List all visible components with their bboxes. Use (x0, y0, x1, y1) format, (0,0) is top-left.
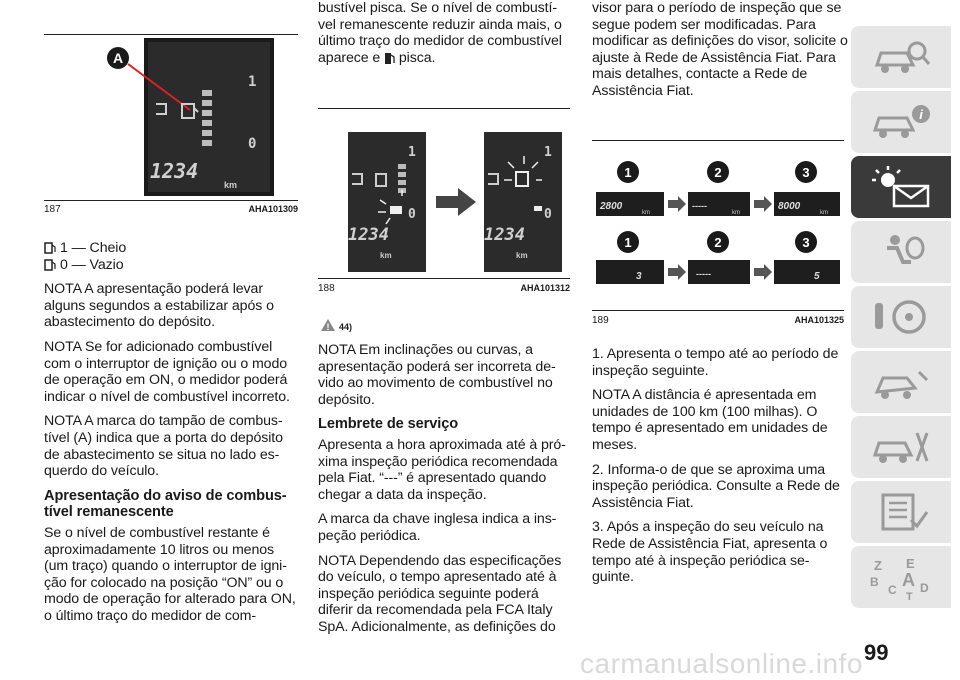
figure-number: 187 (44, 204, 61, 215)
warning-ref-number: 44) (339, 322, 353, 332)
car-crash-icon (869, 362, 933, 402)
warning-triangle-icon (320, 318, 336, 332)
svg-text:km: km (380, 251, 392, 260)
svg-text:Z: Z (874, 558, 882, 573)
svg-text:-----: ----- (696, 269, 711, 279)
step-1: 1. Apresenta o tempo até ao período de inspeção seguinte. (592, 346, 839, 379)
label-a: A (112, 50, 124, 66)
sidebar-tab-specifications[interactable] (851, 481, 951, 543)
figure-189 (592, 146, 844, 308)
svg-text:0: 0 (544, 207, 552, 222)
note-slopes: NOTA Em inclinações ou curvas, a apresentação poderá ser incorreta de-vido ao movimento de combustível no depósito. (318, 342, 556, 408)
svg-text:C: C (888, 583, 897, 597)
para-display-settings: visor para o período de inspeção que se segue podem ser modificadas. Para modificar as definições do visor, solicite o ajuste à Rede de Assistência Fiat. Para mais detalhes, contacte a Rede de Assistência Fiat. (592, 0, 848, 99)
para-fuel-blink: bustível pisca. Se o nível de combustí-vel remanescente reduzir ainda mais, o último traço do medidor de combustível aparece e pisca. (318, 0, 562, 66)
svg-text:3: 3 (802, 235, 810, 250)
top-rule-189 (592, 140, 844, 141)
key-steering-wheel-icon (869, 297, 933, 337)
fuel-pump-icon (384, 51, 395, 65)
svg-text:3: 3 (636, 271, 642, 282)
svg-text:2: 2 (714, 165, 722, 180)
column-2-text-top (318, 0, 572, 74)
sidebar-tab-maintenance[interactable] (851, 416, 951, 478)
para-service-time: Apresenta a hora aproximada até à pró-xima inspeção periódica recomendada pela Fiat. “---” é apresentado quando chegar a data da inspeção. (318, 436, 566, 503)
warning-reference (320, 318, 352, 332)
step-2: 2. Informa-o de que se aproxima uma inspeção periódica. Consulte a Rede de Assistência Fiat. (592, 461, 840, 511)
svg-text:B: B (870, 575, 879, 589)
caption-187 (44, 204, 298, 215)
heading-service-reminder: Lembrete de serviço (318, 416, 459, 433)
top-rule-188 (318, 108, 570, 109)
note-units: NOTA A distância é apresentada em unidades de 100 km (100 milhas). O tempo é apresentado em unidades de meses. (592, 387, 828, 453)
step-markers-row2 (617, 231, 817, 253)
figure-number: 189 (592, 315, 609, 326)
display-row1 (596, 192, 840, 216)
sidebar-tab-starting[interactable] (851, 286, 951, 348)
note-fuel-door: NOTA A marca do tampão de combus-tível (A) indica que a porta do depósito de abastecimento se situa no lado es-querdo do veículo. (44, 413, 283, 480)
sidebar-tab-info[interactable] (851, 91, 951, 153)
fuel-gauge-illustration (44, 38, 298, 198)
svg-text:1234: 1234 (348, 225, 389, 245)
transition-arrow (436, 188, 476, 216)
column-3-text-top (592, 0, 848, 108)
step-markers-row1 (617, 161, 817, 183)
column-2-text (318, 342, 574, 644)
svg-text:km: km (516, 251, 528, 260)
fuel-pump-icon (44, 242, 56, 254)
note-ignition: NOTA Se for adicionado combustível com o interruptor de ignição ou o modo de operação em ON, o medidor poderá indicar o nível de combustível incorreto. (44, 338, 290, 405)
svg-text:0: 0 (408, 207, 416, 222)
svg-text:2800: 2800 (600, 201, 623, 212)
note-specifications: NOTA Dependendo das especificações do veículo, o tempo apresentado até à inspeção periódica seguinte poderá diferir da recomendada pela FCA Italy SpA. Adicionalmente, as definições do (318, 552, 562, 635)
step-3: 3. Após a inspeção do seu veículo na Rede de Assistência Fiat, apresenta o tempo até à inspeção periódica se-guinte. (592, 519, 828, 586)
figure-code: AHA101309 (248, 204, 298, 214)
alphabet-index-icon (866, 554, 936, 600)
figure-code: AHA101312 (520, 283, 570, 293)
fuel-gauge-blink-illustration (318, 112, 570, 276)
svg-text:!: ! (326, 322, 330, 332)
svg-text:1: 1 (624, 235, 632, 250)
svg-text:5: 5 (814, 271, 820, 282)
svg-text:1234: 1234 (484, 225, 525, 245)
caption-rule-189 (592, 310, 844, 311)
heading-fuel-warning: Apresentação do aviso de combus-tível remanescente (44, 487, 287, 521)
car-search-icon (869, 37, 933, 77)
chapter-sidebar (851, 26, 960, 611)
para-wrench-mark: A marca da chave inglesa indica a ins-peção periódica. (318, 511, 557, 544)
svg-text:2: 2 (714, 235, 722, 250)
caption-rule-188 (318, 278, 570, 279)
svg-text:3: 3 (802, 165, 810, 180)
svg-text:1: 1 (624, 165, 632, 180)
svg-text:E: E (906, 556, 915, 571)
airbag-person-icon (869, 232, 933, 272)
svg-text:km: km (820, 210, 828, 216)
display-row2 (596, 260, 840, 284)
gauge-legend-full: 1 — Cheio (44, 240, 300, 257)
svg-text:A: A (902, 570, 915, 590)
fuel-pump-icon (44, 259, 56, 271)
top-rule-col1 (44, 34, 298, 35)
sidebar-tab-knowing-car[interactable] (851, 26, 951, 88)
service-reminder-illustration (592, 146, 844, 308)
car-info-icon (869, 102, 933, 142)
sidebar-tab-warning-lights[interactable] (851, 156, 951, 218)
figure-188 (318, 112, 570, 276)
svg-text:km: km (642, 210, 650, 216)
odometer-digits: 1234 (150, 159, 199, 183)
sidebar-tab-emergency[interactable] (851, 351, 951, 413)
checklist-icon (869, 492, 933, 532)
svg-text:T: T (906, 591, 913, 600)
figure-187 (44, 38, 298, 198)
svg-text:-----: ----- (692, 201, 707, 211)
gauge-bottom-label: 0 (248, 136, 257, 152)
svg-text:km: km (732, 210, 740, 216)
svg-text:i: i (919, 107, 923, 122)
note-stabilize: NOTA A apresentação poderá levar alguns segundos a estabilizar após o abastecimento do depósito. (44, 281, 274, 331)
sidebar-tab-safety[interactable] (851, 221, 951, 283)
page-number: 99 (864, 640, 889, 665)
svg-text:D: D (920, 581, 929, 595)
figure-number: 188 (318, 283, 335, 294)
caption-188 (318, 283, 570, 294)
watermark: carmanualsonline.info (580, 648, 863, 679)
column-3-text (592, 346, 846, 594)
gauge-top-label: 1 (248, 74, 257, 90)
warning-light-envelope-icon (866, 164, 936, 210)
para-fuel-warning: Se o nível de combustível restante é aproximadamente 10 litros ou menos (um traço) quando o interruptor de igni-ção for colocado na posição “ON” ou o modo de operação for alterado para ON, o último traço do medidor de com- (44, 524, 296, 624)
column-1-text (44, 240, 300, 632)
odometer-unit: km (224, 180, 238, 190)
caption-189 (592, 315, 844, 326)
figure-code: AHA101325 (794, 315, 844, 325)
caption-rule-187 (44, 200, 298, 201)
car-tools-icon (869, 427, 933, 467)
svg-text:8000: 8000 (778, 201, 801, 212)
svg-text:1: 1 (544, 145, 552, 160)
svg-text:1: 1 (408, 145, 416, 160)
sidebar-tab-index[interactable] (851, 546, 951, 608)
gauge-legend-empty: 0 — Vazio (44, 257, 300, 274)
